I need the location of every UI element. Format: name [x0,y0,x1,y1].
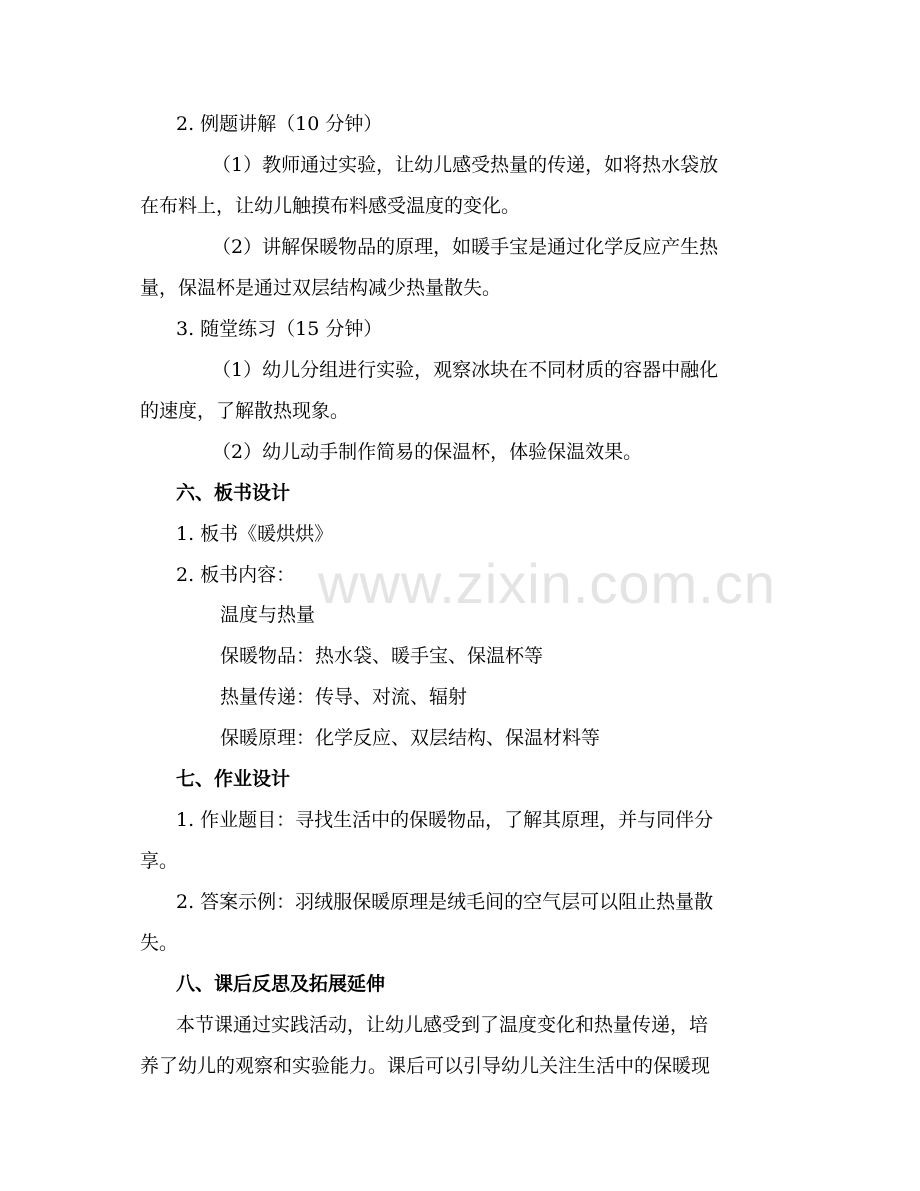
section5-item2-para1-line2: 在布料上，让幼儿触摸布料感受温度的变化。 [140,195,521,217]
board-content-line: 保暖原理：化学反应、双层结构、保温材料等 [220,727,601,749]
section5-item2-title: 2. 例题讲解（10 分钟） [176,113,383,135]
section8-para1-line2: 养了幼儿的观察和实验能力。课后可以引导幼儿关注生活中的保暖现 [140,1055,711,1077]
section7-item1-line2: 享。 [140,850,179,872]
watermark: www.zixin.com.cn [318,552,776,615]
board-content-line: 保暖物品：热水袋、暖手宝、保温杯等 [220,645,544,667]
board-content-line: 热量传递：传导、对流、辐射 [220,686,468,708]
section6-item2: 2. 板书内容： [176,564,296,586]
section6-heading: 六、板书设计 [176,482,291,504]
section5-item2-para2-line2: 量，保温杯是通过双层结构减少热量散失。 [140,277,502,299]
section7-heading: 七、作业设计 [176,768,291,790]
board-content-line: 温度与热量 [220,604,316,626]
section5-item3-para1-line1: （1）幼儿分组进行实验，观察冰块在不同材质的容器中融化 [212,359,719,381]
section8-para1-line1: 本节课通过实践活动，让幼儿感受到了温度变化和热量传递，培 [176,1014,709,1036]
section7-item2-line2: 失。 [140,932,179,954]
section5-item3-para2: （2）幼儿动手制作简易的保温杯，体验保温效果。 [212,441,643,463]
section5-item2-para2-line1: （2）讲解保暖物品的原理，如暖手宝是通过化学反应产生热 [212,236,719,258]
section5-item2-para1-line1: （1）教师通过实验，让幼儿感受热量的传递，如将热水袋放 [212,154,719,176]
section7-item2-line1: 2. 答案示例：羽绒服保暖原理是绒毛间的空气层可以阻止热量散 [176,891,714,913]
section8-heading: 八、课后反思及拓展延伸 [176,973,386,995]
section5-item3-title: 3. 随堂练习（15 分钟） [176,318,383,340]
section6-item1: 1. 板书《暖烘烘》 [176,523,334,545]
section5-item3-para1-line2: 的速度，了解散热现象。 [140,400,350,422]
section7-item1-line1: 1. 作业题目：寻找生活中的保暖物品，了解其原理，并与同伴分 [176,809,714,831]
